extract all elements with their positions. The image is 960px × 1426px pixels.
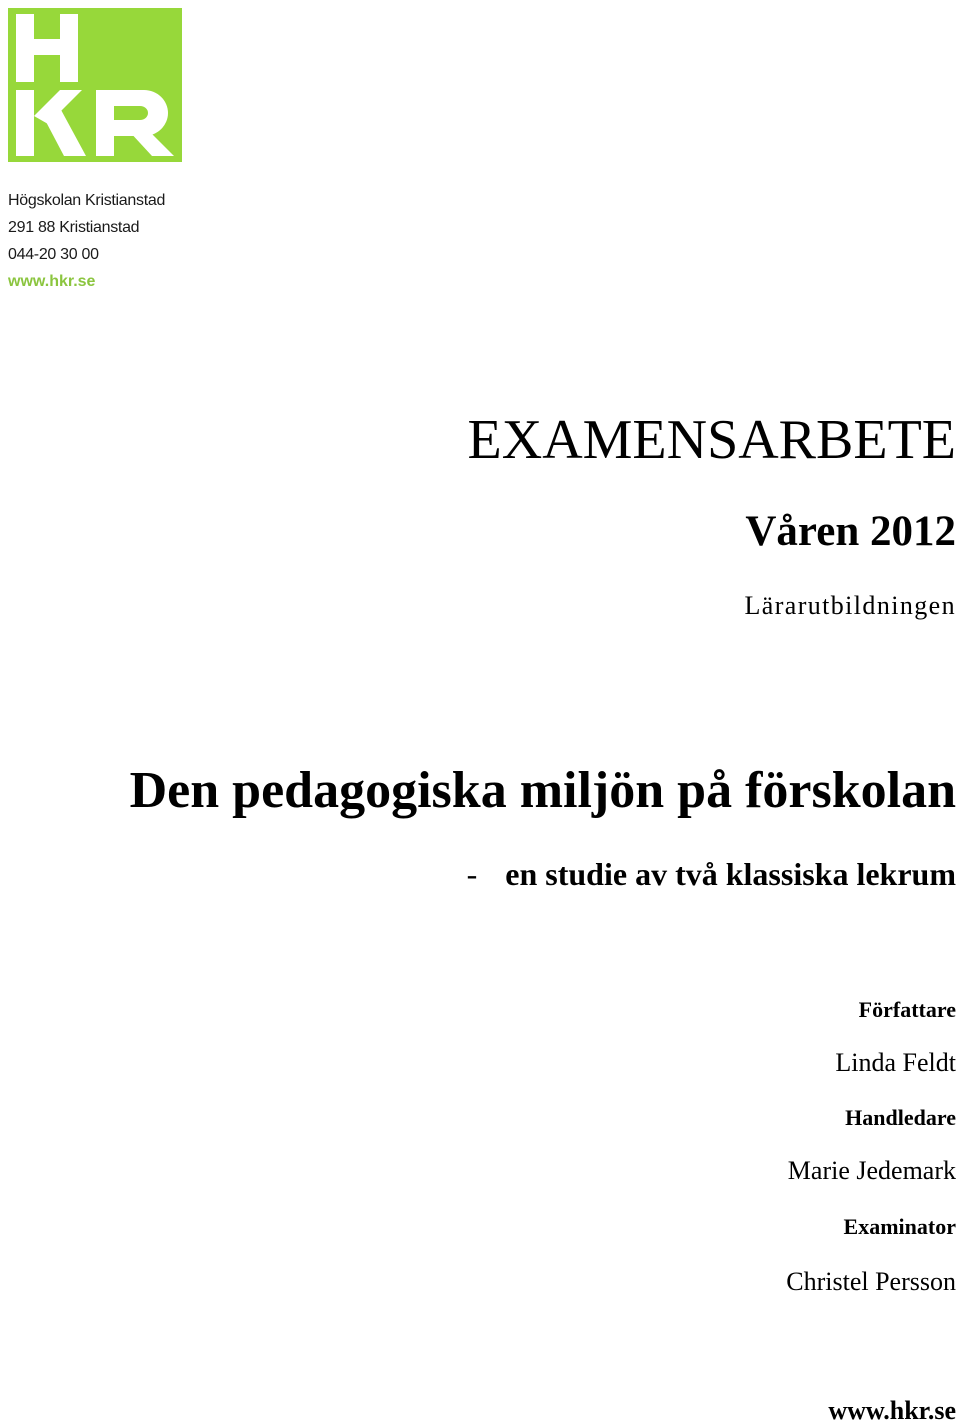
supervisor-label: Handledare — [845, 1105, 956, 1130]
term: Våren 2012 — [745, 508, 956, 555]
website-link-footer[interactable]: www.hkr.se — [828, 1396, 956, 1425]
examiner-label: Examinator — [843, 1214, 956, 1239]
institution-name: Högskolan Kristianstad — [8, 192, 166, 209]
author-name: Linda Feldt — [835, 1048, 956, 1077]
thesis-title: Den pedagogiska miljön på förskolan — [129, 762, 956, 819]
hkr-logo-letters-icon — [8, 8, 182, 162]
hkr-logo — [8, 8, 182, 162]
programme: Lärarutbildningen — [744, 591, 956, 620]
phone-number: 044-20 30 00 — [8, 246, 99, 263]
supervisor-name: Marie Jedemark — [787, 1156, 956, 1185]
document-type: EXAMENSARBETE — [467, 409, 956, 471]
author-label: Författare — [858, 997, 956, 1022]
thesis-subtitle — [467, 854, 956, 894]
subtitle-text: en studie av två klassiska lekrum — [505, 856, 956, 892]
examiner-name: Christel Persson — [786, 1267, 956, 1296]
postal-address: 291 88 Kristianstad — [8, 219, 140, 236]
website-link-header[interactable]: www.hkr.se — [8, 273, 96, 290]
subtitle-dash: - — [466, 856, 478, 892]
